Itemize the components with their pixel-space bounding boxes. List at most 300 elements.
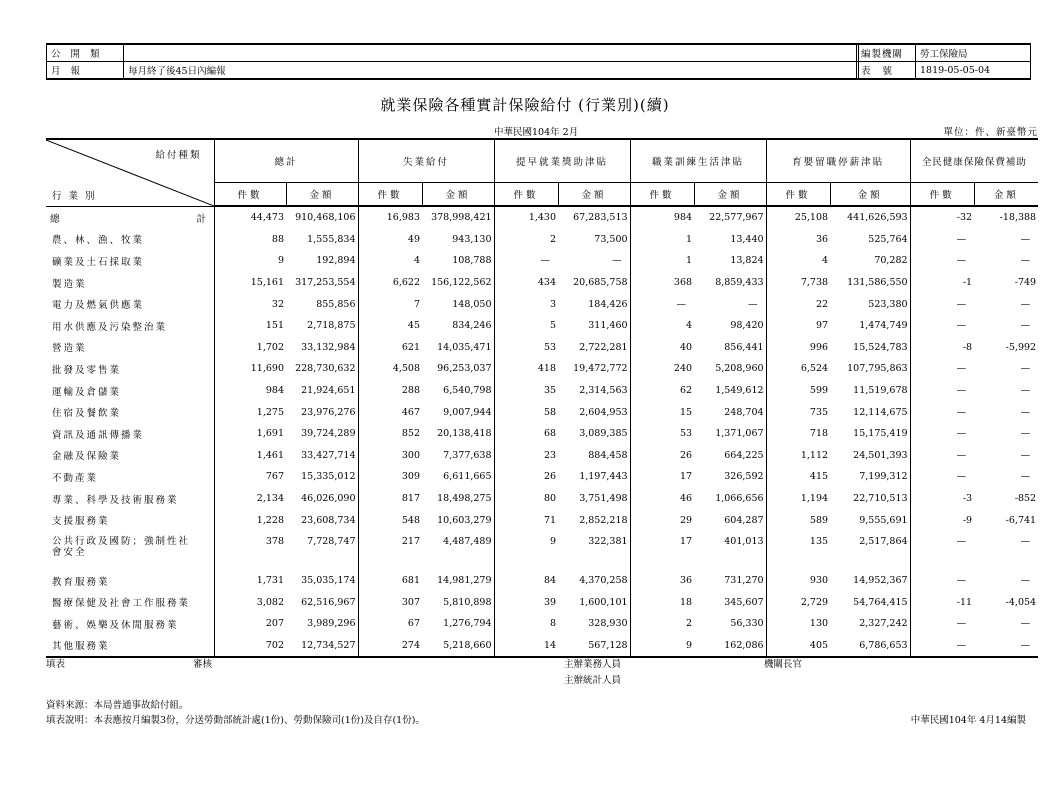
count-cell: 368 (673, 277, 693, 289)
footer-preparer: 填表 (46, 659, 66, 670)
industry-name: 營造業 (46, 337, 214, 359)
amount-cell: 1,474,749 (830, 315, 910, 337)
amount-cell: 2,604,953 (558, 401, 630, 423)
industry-name (46, 206, 214, 229)
count-cell: 702 (214, 635, 286, 658)
count-cell: 307 (401, 596, 421, 608)
amount-cell: 248,704 (694, 401, 766, 423)
group-header: 總計 (214, 139, 358, 183)
count-cell: 1,228 (256, 514, 284, 526)
industry-name: 運輸及倉儲業 (46, 380, 214, 402)
amount-cell: 108,788 (422, 250, 494, 272)
count-cell: 15 (679, 406, 693, 418)
count-cell: 17 (679, 471, 693, 483)
amount-cell: 22,710,513 (830, 488, 910, 510)
count-cell: 1,731 (256, 575, 284, 587)
corner-header (46, 139, 214, 206)
table-row (46, 315, 1038, 337)
amount-cell: 856,441 (694, 337, 766, 359)
industry-name: 藝術、娛樂及休閒服務業 (46, 613, 214, 635)
amount-cell: 401,013 (694, 531, 766, 570)
amount-cell: 2,314,563 (558, 380, 630, 402)
count-cell: 4 (822, 255, 829, 267)
count-cell: 2,729 (800, 596, 829, 608)
amount-cell: 14,981,279 (422, 570, 494, 592)
count-cell: 9 (277, 255, 284, 267)
amount-cell: — (1020, 363, 1031, 375)
report-unit: 單位：件、新臺幣元 (943, 127, 1038, 138)
count-cell: 11,690 (250, 363, 284, 375)
amount-cell: 4,487,489 (422, 531, 494, 570)
count-cell: 852 (401, 428, 421, 440)
table-row (46, 358, 1038, 380)
amount-cell: 162,086 (694, 635, 766, 658)
amount-cell: 15,175,419 (830, 423, 910, 445)
count-cell: — (956, 575, 967, 587)
amount-cell: 15,335,012 (286, 466, 358, 488)
count-cell: 151 (265, 320, 284, 332)
count-cell: 217 (401, 535, 421, 547)
count-cell: 49 (407, 233, 421, 245)
count-cell: 405 (766, 635, 830, 658)
amount-cell: 13,440 (694, 229, 766, 251)
count-cell: 40 (679, 341, 693, 353)
amount-cell: — (1020, 255, 1031, 267)
table-row (46, 250, 1038, 272)
amount-cell: 317,253,554 (286, 272, 358, 294)
amount-cell: 39,724,289 (286, 423, 358, 445)
count-cell: — (956, 535, 967, 547)
count-cell: 2 (686, 618, 693, 630)
amount-cell: 9,007,944 (422, 401, 494, 423)
count-cell: 7,738 (800, 277, 829, 289)
count-cell: 32 (271, 298, 284, 310)
amount-cell: 184,426 (558, 293, 630, 315)
amount-cell: 2,718,875 (286, 315, 358, 337)
footer-note: 填表說明：本表應按月編製3份，分送勞動部統計處(1份)、勞動保險司(1份)及自存(1份)。 (46, 715, 425, 726)
group-header: 提早就業獎助津貼 (494, 139, 630, 183)
count-cell: 817 (401, 493, 421, 505)
amount-cell: 46,026,090 (286, 488, 358, 510)
count-cell: 7 (413, 298, 421, 310)
meta-value (124, 44, 859, 62)
industry-name: 不動產業 (46, 466, 214, 488)
count-cell: 44,473 (250, 212, 284, 224)
count-cell: 1 (686, 255, 693, 267)
count-cell: — (956, 406, 967, 418)
group-header: 失業給付 (358, 139, 494, 183)
amount-cell: 731,270 (694, 570, 766, 592)
amount-cell: -5,992 (1005, 341, 1037, 353)
amount-cell: 70,282 (830, 250, 910, 272)
amount-cell: 855,856 (286, 293, 358, 315)
count-cell: 18 (679, 596, 693, 608)
count-cell: 22 (815, 298, 829, 310)
industry-name: 礦業及土石採取業 (46, 250, 214, 272)
amount-cell: 23,976,276 (286, 401, 358, 423)
amount-cell: 1,197,443 (558, 466, 630, 488)
count-cell: — (956, 428, 967, 440)
amount-cell: — (1020, 428, 1031, 440)
amount-cell: -6,741 (1005, 514, 1037, 526)
table-row (46, 445, 1038, 467)
amount-cell: — (1020, 298, 1031, 310)
count-cell: 767 (265, 471, 284, 483)
table-row (46, 272, 1038, 294)
amount-cell: 834,246 (422, 315, 494, 337)
amount-cell: 3,989,296 (286, 613, 358, 635)
amount-cell: 73,500 (558, 229, 630, 251)
amount-header: 金額 (974, 183, 1038, 207)
amount-cell: 604,287 (694, 509, 766, 531)
amount-header: 金額 (286, 183, 358, 207)
amount-cell: 1,276,794 (422, 613, 494, 635)
amount-cell: 1,371,067 (694, 423, 766, 445)
count-cell: 23 (543, 449, 557, 461)
table-row (46, 592, 1038, 614)
amount-cell: — (1020, 233, 1031, 245)
amount-cell: 156,122,562 (422, 272, 494, 294)
count-cell: 46 (679, 493, 693, 505)
count-cell: 8 (549, 618, 557, 630)
group-header: 育嬰留職停薪津貼 (766, 139, 910, 183)
count-cell: — (910, 635, 974, 658)
amount-cell: -749 (1014, 277, 1037, 289)
count-cell: -32 (956, 212, 973, 224)
count-cell: — (956, 320, 967, 332)
count-cell: 17 (679, 535, 693, 547)
industry-name: 用水供應及污染整治業 (46, 315, 214, 337)
industry-name: 批發及零售業 (46, 358, 214, 380)
amount-cell: 8,859,433 (694, 272, 766, 294)
amount-cell: 35,035,174 (286, 570, 358, 592)
amount-cell: 7,199,312 (830, 466, 910, 488)
amount-cell: — (1020, 575, 1031, 587)
footer-head: 機關長官 (764, 659, 803, 670)
count-cell: — (956, 298, 967, 310)
amount-cell: 10,603,279 (422, 509, 494, 531)
table-row (46, 509, 1038, 531)
count-cell: 36 (815, 233, 829, 245)
meta-left-box (46, 43, 859, 80)
amount-header: 金額 (694, 183, 766, 207)
industry-name: 支援服務業 (46, 509, 214, 531)
count-cell: 53 (679, 428, 693, 440)
industry-name: 資訊及通訊傳播業 (46, 423, 214, 445)
amount-cell: 21,924,651 (286, 380, 358, 402)
table-row (46, 380, 1038, 402)
amount-cell: 7,728,747 (286, 531, 358, 570)
count-cell: 29 (679, 514, 693, 526)
amount-cell: 18,498,275 (422, 488, 494, 510)
count-cell: 415 (809, 471, 829, 483)
amount-cell: — (974, 635, 1038, 658)
count-cell: 16,983 (386, 212, 421, 224)
industry-name: 其他服務業 (46, 635, 214, 658)
count-cell: — (956, 471, 967, 483)
amount-cell: — (1020, 471, 1031, 483)
table-row (46, 570, 1038, 592)
count-cell: 68 (543, 428, 557, 440)
amount-cell: 345,607 (694, 592, 766, 614)
amount-cell: 884,458 (558, 445, 630, 467)
amount-cell: 9,555,691 (830, 509, 910, 531)
count-cell: 6,622 (392, 277, 421, 289)
table-row (46, 401, 1038, 423)
count-header: 件數 (494, 183, 558, 207)
amount-cell: 148,050 (422, 293, 494, 315)
count-cell: 36 (679, 575, 693, 587)
report-period: 中華民國104年 2月 (494, 127, 579, 138)
amount-cell: 14,035,471 (422, 337, 494, 359)
amount-cell: 96,253,037 (422, 358, 494, 380)
count-cell: — (956, 363, 967, 375)
amount-cell: 567,128 (558, 635, 630, 658)
count-cell: 9 (549, 535, 557, 547)
count-cell: -11 (956, 596, 973, 608)
table-row (46, 531, 1038, 570)
table-row (46, 488, 1038, 510)
amount-cell: 15,524,783 (830, 337, 910, 359)
amount-cell: — (1020, 385, 1031, 397)
amount-header: 金額 (422, 183, 494, 207)
count-cell: 288 (401, 385, 421, 397)
amount-cell: 1,555,834 (286, 229, 358, 251)
amount-cell: 22,577,967 (694, 206, 766, 229)
amount-cell: 12,114,675 (830, 401, 910, 423)
amount-cell: 107,795,863 (830, 358, 910, 380)
amount-cell: 664,225 (694, 445, 766, 467)
amount-cell: — (694, 293, 766, 315)
footer-reviewer: 審核 (193, 659, 213, 670)
amount-cell: 2,852,218 (558, 509, 630, 531)
industry-name: 醫療保健及社會工作服務業 (46, 592, 214, 614)
amount-cell: 2,722,281 (558, 337, 630, 359)
total-label: 總計 (50, 213, 206, 225)
industry-name: 金融及保險業 (46, 445, 214, 467)
count-cell: 130 (809, 618, 829, 630)
footer-source: 資料來源：本局普通事故給付組。 (46, 700, 189, 711)
count-cell: 71 (543, 514, 557, 526)
count-cell: — (956, 385, 967, 397)
count-header: 件數 (910, 183, 974, 207)
count-cell: 97 (815, 320, 829, 332)
amount-cell: 6,786,653 (830, 635, 910, 658)
count-cell: 378 (265, 535, 284, 547)
amount-cell: 23,608,734 (286, 509, 358, 531)
count-cell: 80 (543, 493, 557, 505)
count-cell: 274 (358, 635, 422, 658)
amount-cell: — (1020, 618, 1031, 630)
amount-cell: 1,066,656 (694, 488, 766, 510)
count-cell: 3 (549, 298, 557, 310)
corner-bottom-label: 行業別 (52, 190, 102, 202)
count-cell: 434 (537, 277, 557, 289)
amount-cell: 62,516,967 (286, 592, 358, 614)
amount-cell: 322,381 (558, 531, 630, 570)
count-cell: 599 (809, 385, 829, 397)
count-cell: 735 (809, 406, 829, 418)
amount-cell: 5,810,898 (422, 592, 494, 614)
footer-business-lead: 主辦業務人員 (564, 659, 622, 670)
industry-name: 公共行政及國防；強制性社會安全 (46, 531, 214, 570)
amount-cell: 12,734,527 (286, 635, 358, 658)
amount-cell: 6,540,798 (422, 380, 494, 402)
count-cell: 26 (543, 471, 557, 483)
meta-label: 編製機關 (857, 44, 916, 62)
count-cell: 207 (265, 618, 284, 630)
table-row (46, 293, 1038, 315)
amount-cell: 33,427,714 (286, 445, 358, 467)
count-cell: 39 (543, 596, 557, 608)
count-cell: 589 (809, 514, 829, 526)
table-row (46, 337, 1038, 359)
count-header: 件數 (358, 183, 422, 207)
amount-cell: — (1020, 449, 1031, 461)
amount-cell: 311,460 (558, 315, 630, 337)
count-cell: 681 (401, 575, 421, 587)
amount-cell: -18,388 (999, 212, 1037, 224)
meta-label: 公開類 (47, 44, 124, 62)
count-cell: 6,524 (800, 363, 829, 375)
count-cell: 930 (809, 575, 829, 587)
count-cell: 1 (686, 233, 693, 245)
amount-cell: 2,327,242 (830, 613, 910, 635)
amount-cell: 4,370,258 (558, 570, 630, 592)
amount-cell: 1,549,612 (694, 380, 766, 402)
amount-cell: 6,611,665 (422, 466, 494, 488)
count-cell: 309 (401, 471, 421, 483)
count-cell: 300 (401, 449, 421, 461)
amount-cell: 19,472,772 (558, 358, 630, 380)
meta-value: 1819-05-05-04 (916, 62, 1031, 80)
amount-cell: 33,132,984 (286, 337, 358, 359)
count-cell: 45 (407, 320, 421, 332)
amount-cell: — (1020, 406, 1031, 418)
table-row (46, 466, 1038, 488)
count-cell: 9 (630, 635, 694, 658)
group-header: 職業訓練生活津貼 (630, 139, 766, 183)
industry-name: 專業、科學及技術服務業 (46, 488, 214, 510)
table-row (46, 613, 1038, 635)
count-cell: 62 (679, 385, 693, 397)
count-cell: 4 (686, 320, 693, 332)
amount-cell: -4,054 (1005, 596, 1037, 608)
count-cell: 418 (537, 363, 557, 375)
amount-cell: 54,764,415 (830, 592, 910, 614)
amount-cell: 11,519,678 (830, 380, 910, 402)
meta-right-box (856, 43, 1031, 80)
count-cell: — (956, 255, 967, 267)
count-cell: — (956, 233, 967, 245)
amount-cell: — (1020, 320, 1031, 332)
count-cell: 1,430 (528, 212, 557, 224)
corner-top-label: 給付種類 (155, 150, 202, 161)
count-cell: -1 (962, 277, 973, 289)
count-cell: -8 (962, 341, 973, 353)
amount-cell: 910,468,106 (286, 206, 358, 229)
amount-cell: 3,089,385 (558, 423, 630, 445)
count-cell: 1,275 (256, 406, 284, 418)
meta-value: 勞工保險局 (916, 44, 1031, 62)
amount-cell: 441,626,593 (830, 206, 910, 229)
benefits-table (46, 138, 1038, 658)
amount-cell: 2,517,864 (830, 531, 910, 570)
table-row (46, 635, 1038, 658)
amount-cell: 56,330 (694, 613, 766, 635)
count-header: 件數 (214, 183, 286, 207)
count-cell: 53 (543, 341, 557, 353)
count-cell: 67 (407, 618, 421, 630)
count-cell: 2 (549, 233, 557, 245)
amount-cell: 523,380 (830, 293, 910, 315)
amount-cell: 5,218,660 (422, 635, 494, 658)
amount-cell: 24,501,393 (830, 445, 910, 467)
footer-stats-lead: 主辦統計人員 (564, 675, 622, 686)
count-cell: 14 (494, 635, 558, 658)
count-cell: 984 (265, 385, 284, 397)
amount-cell: 98,420 (694, 315, 766, 337)
amount-cell: — (558, 250, 630, 272)
table-row (46, 206, 1038, 229)
count-cell: — (540, 255, 551, 267)
amount-header: 金額 (830, 183, 910, 207)
count-cell: 1,691 (256, 428, 284, 440)
count-cell: 1,702 (256, 341, 284, 353)
count-cell: 15,161 (250, 277, 284, 289)
count-cell: — (676, 298, 687, 310)
meta-value: 每月終了後45日內編報 (124, 62, 859, 80)
industry-name: 電力及燃氣供應業 (46, 293, 214, 315)
count-cell: 84 (543, 575, 557, 587)
amount-header: 金額 (558, 183, 630, 207)
count-cell: 2,134 (256, 493, 284, 505)
amount-cell: 131,586,550 (830, 272, 910, 294)
count-cell: -3 (962, 493, 973, 505)
table-row (46, 229, 1038, 251)
industry-name: 農、林、漁、牧業 (46, 229, 214, 251)
report-title: 就業保險各種實計保險給付 (行業別)(續) (380, 96, 670, 114)
count-cell: -9 (962, 514, 973, 526)
group-header: 全民健康保險保費補助 (910, 139, 1038, 183)
count-cell: 1,112 (800, 449, 829, 461)
count-cell: 4 (413, 255, 421, 267)
amount-cell: 525,764 (830, 229, 910, 251)
meta-label: 月報 (47, 62, 124, 80)
amount-cell: 328,930 (558, 613, 630, 635)
table-row (46, 423, 1038, 445)
amount-cell: 5,208,960 (694, 358, 766, 380)
count-header: 件數 (766, 183, 830, 207)
amount-cell: 67,283,513 (558, 206, 630, 229)
amount-cell: 192,894 (286, 250, 358, 272)
count-header: 件數 (630, 183, 694, 207)
count-cell: 984 (673, 212, 693, 224)
meta-label: 表號 (857, 62, 916, 80)
count-cell: — (956, 618, 967, 630)
amount-cell: 943,130 (422, 229, 494, 251)
amount-cell: 3,751,498 (558, 488, 630, 510)
count-cell: 240 (673, 363, 693, 375)
industry-name: 教育服務業 (46, 570, 214, 592)
count-cell: 3,082 (256, 596, 284, 608)
amount-cell: 378,998,421 (422, 206, 494, 229)
count-cell: 467 (401, 406, 421, 418)
count-cell: 135 (809, 535, 829, 547)
count-cell: 4,508 (392, 363, 421, 375)
count-cell: 621 (401, 341, 421, 353)
industry-name: 住宿及餐飲業 (46, 401, 214, 423)
